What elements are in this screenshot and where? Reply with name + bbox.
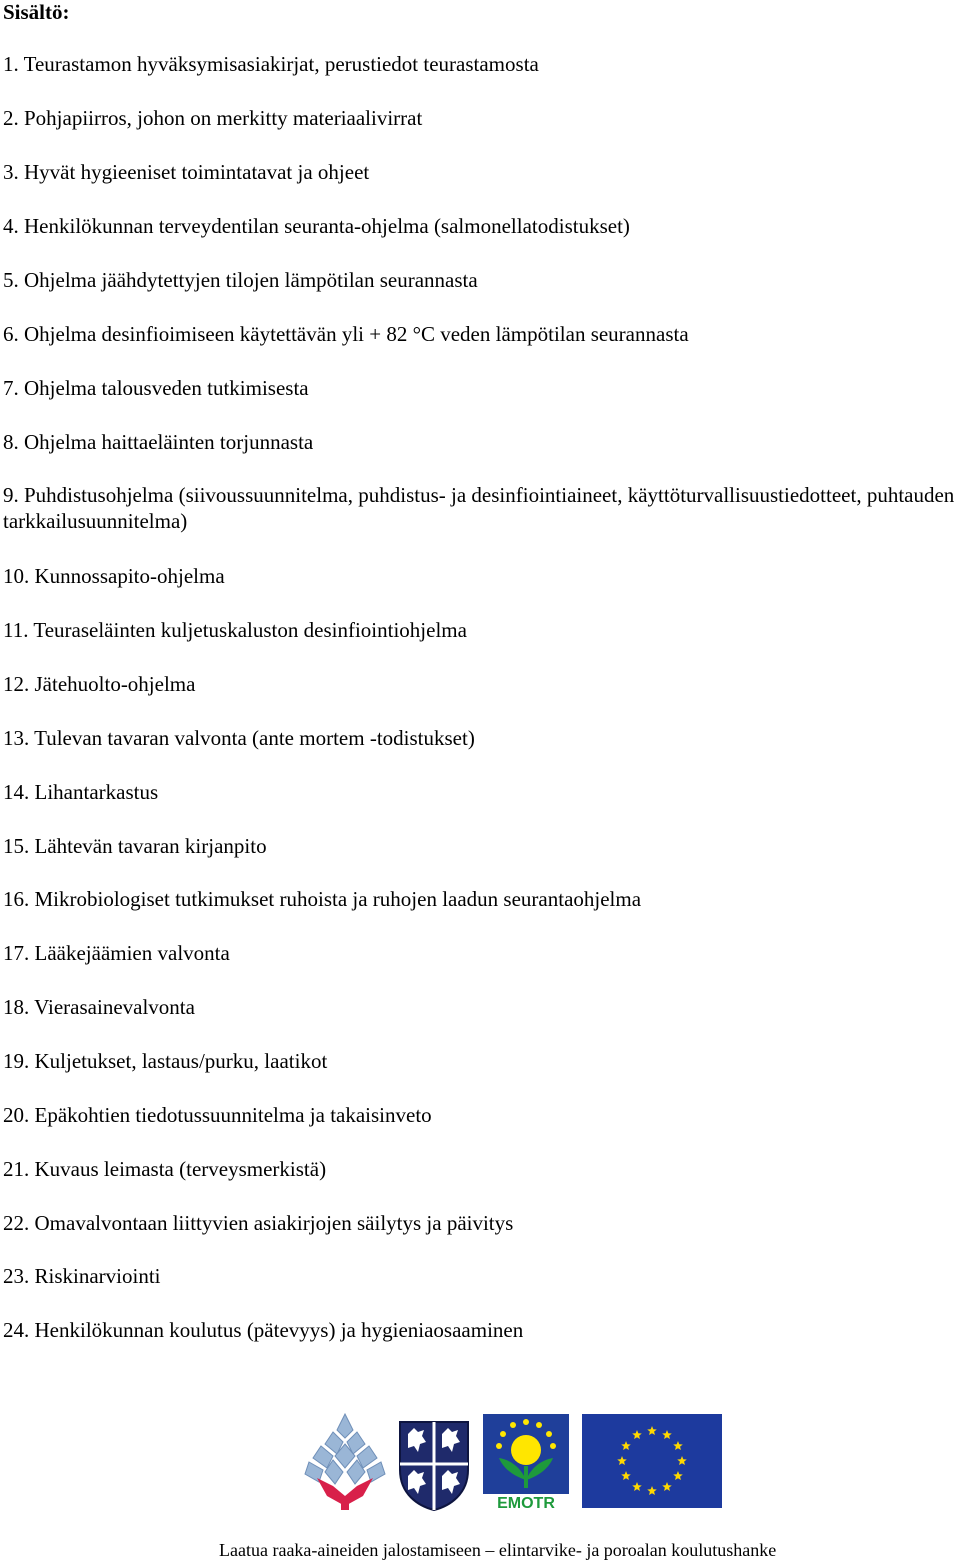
list-item: 7. Ohjelma talousveden tutkimisesta xyxy=(3,376,309,400)
list-item: 9. Puhdistusohjelma (siivoussuunnitelma, puhdistus- ja desinfiointiaineet, käyttöturvallisuustiedotteet, puhtauden tarkkailusuunnitelma) xyxy=(3,483,955,533)
footer-text: Laatua raaka-aineiden jalostamiseen – elintarvike- ja poroalan koulutushanke xyxy=(219,1540,777,1560)
list-item: 22. Omavalvontaan liittyvien asiakirjojen säilytys ja päivitys xyxy=(3,1211,514,1235)
list-item: 13. Tulevan tavaran valvonta (ante mortem -todistukset) xyxy=(3,726,475,750)
list-item: 4. Henkilökunnan terveydentilan seuranta-ohjelma (salmonellatodistukset) xyxy=(3,214,630,238)
list-item: 23. Riskinarviointi xyxy=(3,1264,161,1288)
list-item: 18. Vierasainevalvonta xyxy=(3,995,195,1019)
list-item: 6. Ohjelma desinfioimiseen käytettävän yli + 82 °C veden lämpötilan seurannasta xyxy=(3,322,689,346)
artichoke-logo xyxy=(303,1412,387,1512)
coat-of-arms-logo xyxy=(396,1418,472,1512)
logo-strip xyxy=(0,1410,960,1510)
list-item: 3. Hyvät hygieeniset toimintatavat ja ohjeet xyxy=(3,160,370,184)
list-item: 10. Kunnossapito-ohjelma xyxy=(3,564,225,588)
list-item: 15. Lähtevän tavaran kirjanpito xyxy=(3,834,267,858)
list-item: 21. Kuvaus leimasta (terveysmerkistä) xyxy=(3,1157,327,1181)
list-item: 16. Mikrobiologiset tutkimukset ruhoista ja ruhojen laadun seurantaohjelma xyxy=(3,887,642,911)
list-item: 24. Henkilökunnan koulutus (pätevyys) ja hygieniaosaaminen xyxy=(3,1318,524,1342)
contents-heading: Sisältö: xyxy=(3,0,70,24)
list-item: 20. Epäkohtien tiedotussuunnitelma ja takaisinveto xyxy=(3,1103,432,1127)
list-item: 12. Jätehuolto-ohjelma xyxy=(3,672,196,696)
list-item: 8. Ohjelma haittaeläinten torjunnasta xyxy=(3,430,314,454)
eu-flag-logo xyxy=(582,1414,722,1508)
list-item: 5. Ohjelma jäähdytettyjen tilojen lämpötilan seurannasta xyxy=(3,268,478,292)
list-item: 1. Teurastamon hyväksymisasiakirjat, perustiedot teurastamosta xyxy=(3,52,539,76)
list-item: 2. Pohjapiirros, johon on merkitty materiaalivirrat xyxy=(3,106,423,130)
list-item: 11. Teuraseläinten kuljetuskaluston desinfiointiohjelma xyxy=(3,618,467,642)
list-item: 14. Lihantarkastus xyxy=(3,780,159,804)
emotr-logo xyxy=(483,1414,569,1510)
list-item: 19. Kuljetukset, lastaus/purku, laatikot xyxy=(3,1049,328,1073)
emotr-logo-text: EMOTR xyxy=(497,1495,555,1510)
list-item: 17. Lääkejäämien valvonta xyxy=(3,941,230,965)
